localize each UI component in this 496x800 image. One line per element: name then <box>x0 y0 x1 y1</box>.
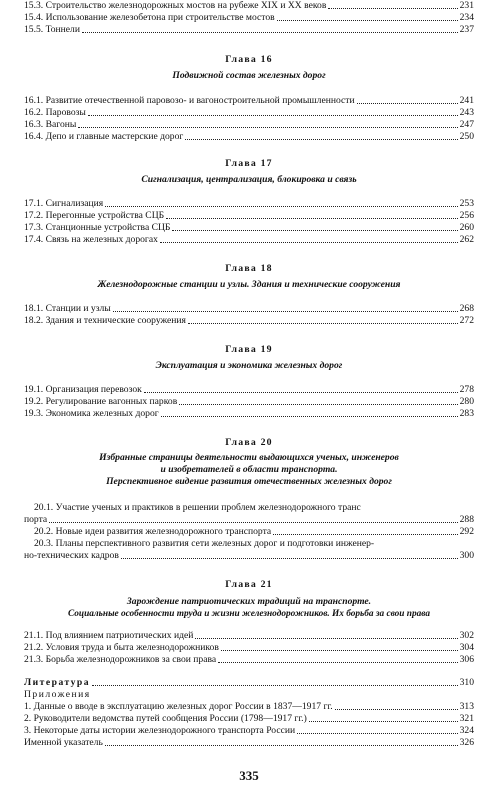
entry-text: Именной указатель <box>24 737 103 748</box>
chapter-heading: Глава 21 <box>225 579 273 590</box>
entry-text: 16.1. Развитие отечественной паровозо- и вагоностроительной промышленности <box>24 95 355 106</box>
toc-entry <box>24 315 474 327</box>
toc-entry <box>24 677 474 689</box>
entry-text: порта <box>24 514 48 525</box>
appendix-label: Приложения <box>24 689 91 700</box>
entry-page: 278 <box>459 384 474 395</box>
entry-page: 256 <box>459 210 474 221</box>
chapter-title-line: Зарождение патриотических традиций на транспорте. <box>126 596 372 607</box>
entry-page: 272 <box>459 315 474 326</box>
leader-dots <box>121 558 458 559</box>
entry-text: 19.3. Экономика железных дорог <box>24 408 159 419</box>
toc-entry <box>24 0 474 12</box>
entry-text: 16.3. Вагоны <box>24 119 77 130</box>
entry-page: 321 <box>459 713 474 724</box>
chapter-heading: Глава 16 <box>225 54 273 65</box>
entry-page: 262 <box>459 234 474 245</box>
leader-dots <box>179 404 457 405</box>
entry-page: 237 <box>459 24 474 35</box>
leader-dots <box>105 206 457 207</box>
toc-entry <box>24 210 474 222</box>
toc-entry <box>24 408 474 420</box>
entry-text: 21.2. Условия труда и быта железнодорожников <box>24 642 219 653</box>
entry-page: 253 <box>459 198 474 209</box>
toc-entry <box>34 526 474 538</box>
entry-page: 280 <box>459 396 474 407</box>
chapter-heading: Глава 18 <box>225 263 273 274</box>
entry-text: 21.3. Борьба железнодорожников за свои права <box>24 654 217 665</box>
entry-page: 283 <box>459 408 474 419</box>
chapter-title-line: и изобретателей в области транспорта. <box>160 464 338 475</box>
entry-text: 18.1. Станции и узлы <box>24 303 111 314</box>
toc-entry <box>24 107 474 119</box>
toc-entry <box>24 713 474 725</box>
toc-entry <box>24 198 474 210</box>
entry-page: 326 <box>459 737 474 748</box>
chapter-title-line: Избранные страницы деятельности выдающихся ученых, инженеров <box>99 452 399 463</box>
toc-entry <box>24 737 474 749</box>
toc-entry <box>24 396 474 408</box>
entry-page: 231 <box>459 0 474 11</box>
entry-page: 288 <box>459 514 474 525</box>
toc-entry <box>24 630 474 642</box>
entry-text: 20.3. Планы перспективного развития сети железных дорог и подготовки инженер- <box>34 538 375 549</box>
entry-page: 243 <box>459 107 474 118</box>
chapter-heading: Глава 17 <box>225 158 273 169</box>
leader-dots <box>297 733 457 734</box>
page-number: 335 <box>239 768 259 783</box>
chapter-heading: Глава 20 <box>225 437 273 448</box>
leader-dots <box>105 745 458 746</box>
chapter-title-line: Перспективное видение развития отечественных железных дорог <box>106 476 392 487</box>
literature-label: Литература <box>24 677 91 688</box>
entry-text: 20.1. Участие ученых и практиков в решении проблем железнодорожного транс <box>34 502 361 513</box>
leader-dots <box>277 20 458 21</box>
toc-entry <box>24 642 474 654</box>
toc-entry <box>24 654 474 666</box>
toc-entry <box>24 701 474 713</box>
entry-text: 21.1. Под влиянием патриотических идей <box>24 630 194 641</box>
chapter-title: Сигнализация, централизация, блокировка и связь <box>141 174 357 185</box>
entry-text: 19.1. Организация перевозок <box>24 384 142 395</box>
entry-text: 15.3. Строительство железнодорожных мостов на рубеже XIX и XX веков <box>24 0 327 11</box>
entry-page: 250 <box>459 131 474 142</box>
leader-dots <box>195 638 457 639</box>
toc-entry <box>24 119 474 131</box>
leader-dots <box>78 127 457 128</box>
entry-text: 17.1. Сигнализация <box>24 198 104 209</box>
leader-dots <box>82 32 458 33</box>
leader-dots <box>357 103 458 104</box>
entry-text: 17.2. Перегонные устройства СЦБ <box>24 210 165 221</box>
leader-dots <box>328 8 457 9</box>
entry-page: 241 <box>459 95 474 106</box>
entry-page: 300 <box>459 550 474 561</box>
entry-text: 18.2. Здания и технические сооружения <box>24 315 186 326</box>
entry-page: 260 <box>459 222 474 233</box>
entry-page: 234 <box>459 12 474 23</box>
entry-text: 3. Некоторые даты истории железнодорожного транспорта России <box>24 725 296 736</box>
entry-page: 310 <box>459 677 474 688</box>
leader-dots <box>273 534 457 535</box>
leader-dots <box>49 522 457 523</box>
entry-text: 17.4. Связь на железных дорогах <box>24 234 158 245</box>
entry-page: 247 <box>459 119 474 130</box>
entry-page: 268 <box>459 303 474 314</box>
leader-dots <box>172 230 457 231</box>
toc-entry <box>24 95 474 107</box>
chapter-title-line: Социальные особенности труда и жизни железнодорожников. Их борьба за свои права <box>67 609 431 619</box>
entry-text: 15.5. Тоннели <box>24 24 80 35</box>
toc-entry <box>24 131 474 143</box>
entry-text: но-технических кадров <box>24 550 119 561</box>
toc-entry <box>24 550 474 562</box>
entry-text: 16.2. Паровозы <box>24 107 86 118</box>
chapter-title: Эксплуатация и экономика железных дорог <box>155 360 343 371</box>
entry-text: 19.2. Регулирование вагонных парков <box>24 396 178 407</box>
entry-page: 302 <box>459 630 474 641</box>
leader-dots <box>185 139 457 140</box>
entry-page: 304 <box>459 642 474 653</box>
entry-page: 292 <box>459 526 474 537</box>
toc-entry <box>24 12 474 24</box>
leader-dots <box>161 416 458 417</box>
leader-dots <box>166 218 457 219</box>
toc-entry <box>24 222 474 234</box>
chapter-title: Подвижной состав железных дорог <box>172 70 326 81</box>
leader-dots <box>92 685 458 686</box>
entry-text: 16.4. Депо и главные мастерские дорог <box>24 131 184 142</box>
entry-text: 2. Руководители ведомства путей сообщения России (1798—1917 гг.) <box>24 713 307 724</box>
toc-entry <box>24 234 474 246</box>
toc-entry <box>24 303 474 315</box>
leader-dots <box>88 115 458 116</box>
leader-dots <box>160 242 458 243</box>
entry-page: 306 <box>459 654 474 665</box>
toc-entry <box>24 24 474 36</box>
entry-text: 1. Данные о вводе в эксплуатацию железных дорог России в 1837—1917 гг. <box>24 701 333 712</box>
toc-entry <box>24 384 474 396</box>
entry-page: 324 <box>459 725 474 736</box>
chapter-title: Железнодорожные станции и узлы. Здания и технические сооружения <box>97 279 401 290</box>
leader-dots <box>309 721 458 722</box>
entry-page: 313 <box>459 701 474 712</box>
leader-dots <box>188 323 458 324</box>
entry-text: 17.3. Станционные устройства СЦБ <box>24 222 171 233</box>
chapter-heading: Глава 19 <box>225 344 273 355</box>
toc-entry <box>24 725 474 737</box>
leader-dots <box>335 709 458 710</box>
entry-text: 20.2. Новые идеи развития железнодорожного транспорта <box>34 526 272 537</box>
leader-dots <box>113 311 458 312</box>
leader-dots <box>144 392 458 393</box>
leader-dots <box>221 650 458 651</box>
entry-text: 15.4. Использование железобетона при строительстве мостов <box>24 12 275 23</box>
toc-entry <box>24 514 474 526</box>
leader-dots <box>218 662 457 663</box>
